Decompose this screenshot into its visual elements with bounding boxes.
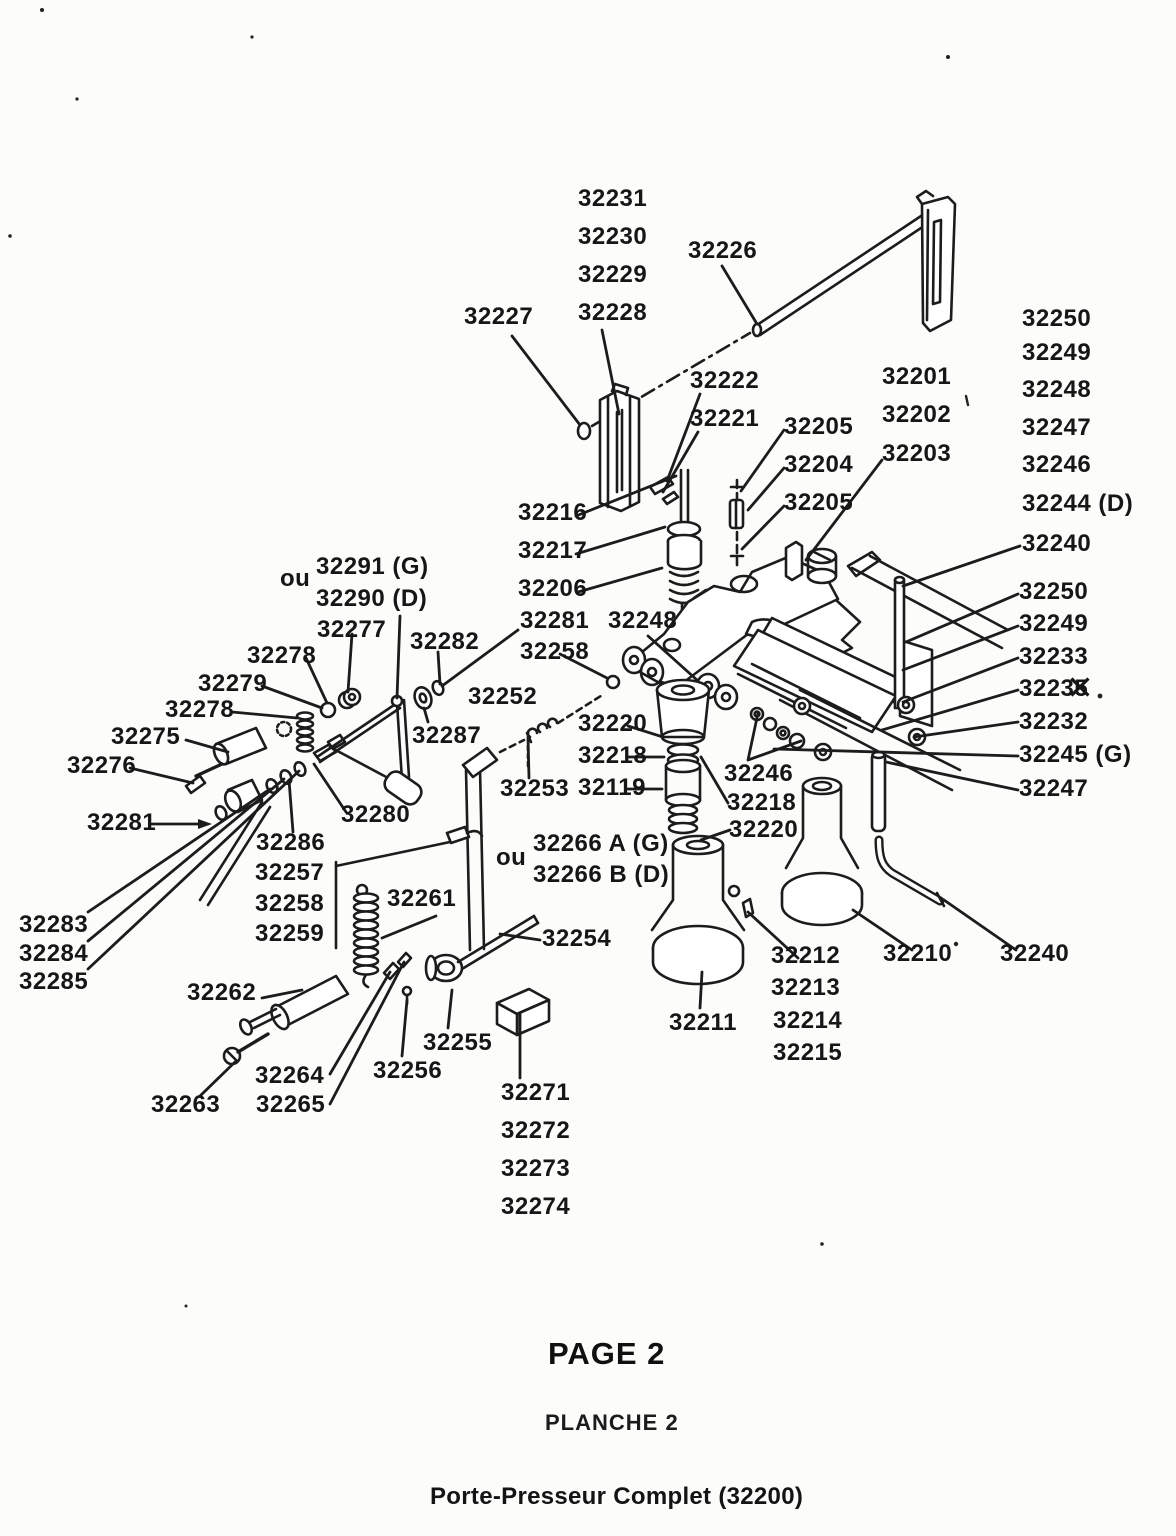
part-label: 32249 [1019,610,1089,637]
part-label: 32287 [412,722,482,749]
part-label: 32231 [578,185,648,212]
part-label: 32256 [373,1057,443,1084]
part-label: 32263 [151,1091,221,1118]
part-label: 32215 [773,1039,843,1066]
part-label: 32278 [247,642,317,669]
part-label: 32217 [518,537,588,564]
part-label: 32240 [1000,940,1070,967]
part-label: 32252 [468,683,538,710]
part-label: 32232 [1019,708,1089,735]
part-label: 32258 [255,890,325,917]
part-label: 32247 [1022,414,1092,441]
part-label: 32218 [578,742,648,769]
part-label: 32211 [669,1009,737,1036]
part-label: 32280 [341,801,411,828]
part-label: 32245 (G) [1019,741,1132,768]
part-label: 32271 [501,1079,571,1106]
part-label: 32284 [19,940,89,967]
part-label: 32282 [410,628,480,655]
part-label: 32250 [1022,305,1092,332]
part-label: 32220 [729,816,799,843]
part-label: 32205 [784,413,854,440]
page-number: PAGE 2 [548,1336,666,1371]
part-label: 32259 [255,920,325,947]
part-label: 32283 [19,911,89,938]
part-label: 32220 [578,710,648,737]
part-label: 32202 [882,401,952,428]
part-label: 32276 [67,752,137,779]
part-label: 32233 [1019,643,1089,670]
part-label: 32246 [1022,451,1092,478]
part-label: ou [496,844,527,871]
part-label: 32248 [608,607,678,634]
part-label: 32244 (D) [1022,490,1134,517]
part-label: 32250 [1019,578,1089,605]
part-label: 32257 [255,859,325,886]
part-label: 32216 [518,499,588,526]
part-label: 32277 [317,616,387,643]
part-label: 32281 [87,809,157,836]
part-label: 32235 ✕ [1019,676,1088,701]
part-label: 32210 [883,940,953,967]
part-label: 32255 [423,1029,493,1056]
part-label: 32240 [1022,530,1092,557]
part-label: 32272 [501,1117,571,1144]
part-label: 32214 [773,1007,843,1034]
part-label: 32291 (G) [316,553,429,580]
part-label: 32262 [187,979,257,1006]
part-label: 32279 [198,670,268,697]
part-label: 32264 [255,1062,325,1089]
part-label: 32227 [464,303,534,330]
part-label: 32265 [256,1091,326,1118]
part-label: 32205 [784,489,854,516]
part-label: 32258 [520,638,590,665]
part-label: 32266 A (G) [533,830,669,857]
part-label: 32201 [882,363,952,390]
part-label: 32218 [727,789,797,816]
part-label: 32275 [111,723,181,750]
part-label: 32253 [500,775,570,802]
part-label: 32281 [520,607,590,634]
part-label: 32204 [784,451,854,478]
part-label: 32247 [1019,775,1089,802]
part-label: 32273 [501,1155,571,1182]
part-label: 32248 [1022,376,1092,403]
part-label: 32213 [771,974,841,1001]
part-label: 32254 [542,925,612,952]
part-label: 32286 [256,829,326,856]
part-label: 32226 [688,237,758,264]
part-label: 32206 [518,575,588,602]
part-label: 32212 [771,942,841,969]
part-label: 32266 B (D) [533,861,670,888]
part-label: 32261 [387,885,457,912]
part-label: ou [280,565,311,592]
part-label: 32290 (D) [316,585,428,612]
part-label: 32230 [578,223,648,250]
part-label: 32119 [578,774,646,801]
figure-caption: Porte-Presseur Complet (32200) [430,1483,804,1510]
part-label: 32203 [882,440,952,467]
part-label: 32229 [578,261,648,288]
part-label: 32228 [578,299,648,326]
part-label: 32221 [690,405,760,432]
part-label: 32274 [501,1193,571,1220]
part-label: 32246 [724,760,794,787]
part-label: 32222 [690,367,760,394]
part-label: 32249 [1022,339,1092,366]
part-label: 32285 [19,968,89,995]
plate-number: PLANCHE 2 [545,1410,679,1435]
part-label: 32278 [165,696,235,723]
